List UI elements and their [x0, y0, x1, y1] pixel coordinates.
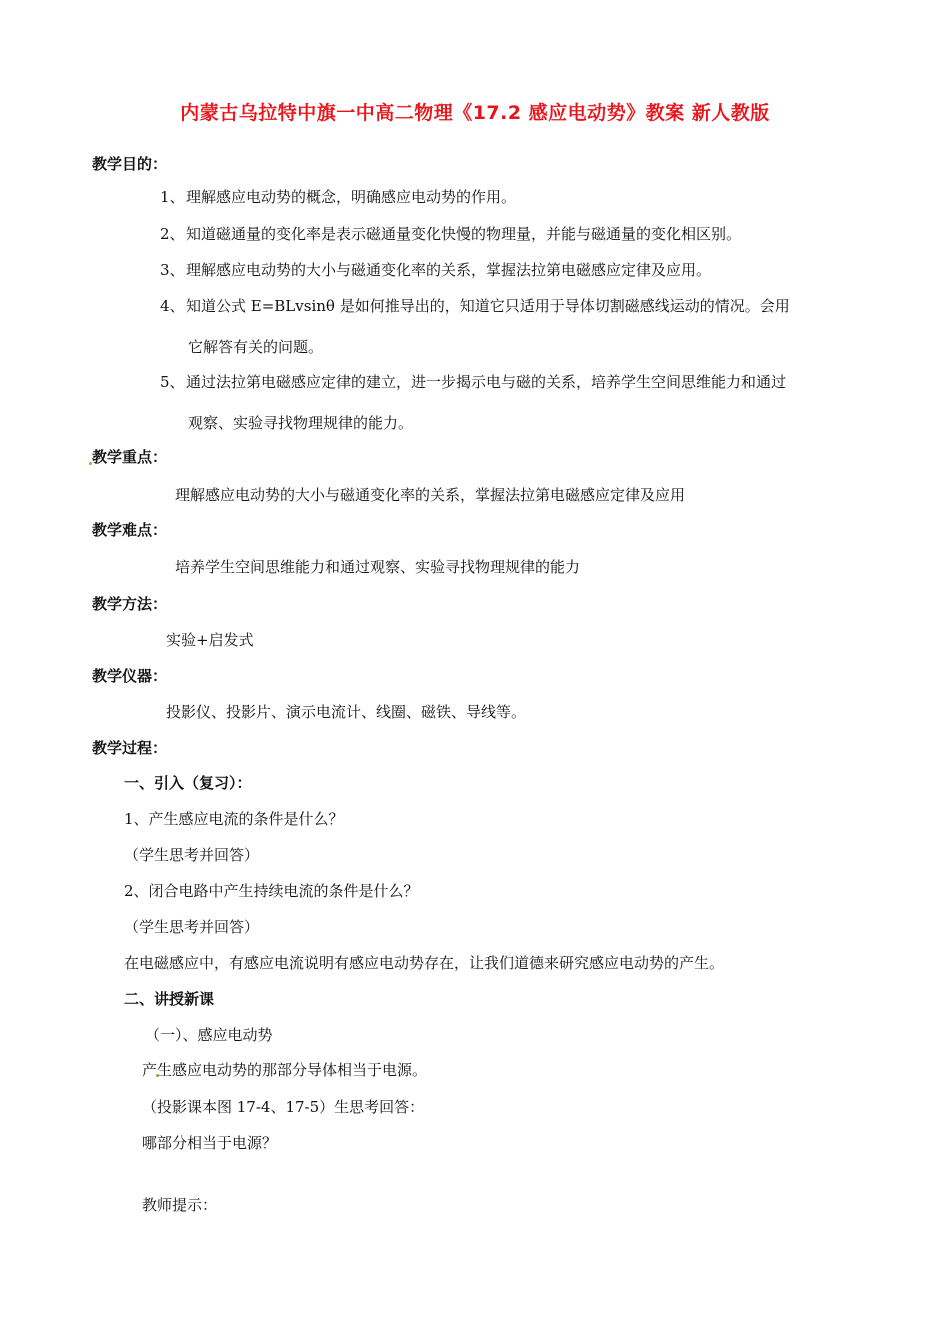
- document-title: 内蒙古乌拉特中旗一中高二物理《17.2 感应电动势》教案 新人教版: [180, 102, 770, 124]
- objective-num: 1、: [160, 188, 185, 206]
- part2-line-4: 教师提示：: [142, 1196, 218, 1214]
- method-heading: 教学方法：: [92, 595, 168, 613]
- key-points-heading: 教学重点：: [92, 448, 168, 466]
- part1-summary: 在电磁感应中，有感应电流说明有感应电动势存在，让我们道德来研究感应电动势的产生。: [124, 954, 725, 972]
- objective-text: 知道公式 E=BLvsinθ 是如何推导出的，知道它只适用于导体切割磁感线运动的情况。会用: [186, 297, 790, 315]
- process-heading: 教学过程：: [92, 739, 168, 757]
- objective-item-3: [160, 260, 711, 280]
- instruments-text: 投影仪、投影片、演示电流计、线圈、磁铁、导线等。: [166, 703, 527, 721]
- difficulties-heading: 教学难点：: [92, 521, 168, 539]
- instruments-heading: 教学仪器：: [92, 667, 168, 685]
- objective-num: 3、: [160, 261, 185, 279]
- part2-heading: 二、讲授新课: [124, 990, 215, 1008]
- objective-item-2: [160, 224, 741, 244]
- objective-item-1: [160, 187, 516, 207]
- method-text: 实验+启发式: [166, 631, 254, 649]
- objective-item-4-continued: 它解答有关的问题。: [188, 338, 324, 356]
- part1-question-2: 2、闭合电路中产生持续电流的条件是什么？: [124, 882, 419, 900]
- objective-item-5: [160, 372, 786, 392]
- part2-line-2: （投影课本图 17-4、17-5）生思考回答：: [142, 1098, 425, 1116]
- part1-answer-1: （学生思考并回答）: [124, 846, 260, 864]
- objective-text: 通过法拉第电磁感应定律的建立，进一步揭示电与磁的关系，培养学生空间思维能力和通过: [186, 373, 787, 391]
- objective-num: 2、: [160, 225, 185, 243]
- part1-heading: 一、引入（复习）：: [124, 774, 252, 792]
- objective-text: 理解感应电动势的大小与磁通变化率的关系，掌握法拉第电磁感应定律及应用。: [186, 261, 712, 279]
- objective-num: 5、: [160, 373, 185, 391]
- objective-item-4: [160, 296, 790, 316]
- objectives-heading: 教学目的：: [92, 155, 168, 173]
- objective-item-5-continued: 观察、实验寻找物理规律的能力。: [188, 414, 414, 432]
- objective-num: 4、: [160, 297, 185, 315]
- difficulties-text: 培养学生空间思维能力和通过观察、实验寻找物理规律的能力: [175, 558, 581, 576]
- objective-text: 知道磁通量的变化率是表示磁通量变化快慢的物理量，并能与磁通量的变化相区别。: [186, 225, 742, 243]
- part1-answer-2: （学生思考并回答）: [124, 918, 260, 936]
- part2-line-3: 哪部分相当于电源？: [142, 1134, 278, 1152]
- part1-question-1: 1、产生感应电流的条件是什么？: [124, 810, 344, 828]
- part2-subheading: （一）、感应电动势: [145, 1026, 273, 1044]
- part2-line-1: 产生感应电动势的那部分导体相当于电源。: [142, 1061, 428, 1079]
- key-points-text: 理解感应电动势的大小与磁通变化率的关系，掌握法拉第电磁感应定律及应用: [175, 486, 686, 504]
- objective-text: 理解感应电动势的概念，明确感应电动势的作用。: [186, 188, 517, 206]
